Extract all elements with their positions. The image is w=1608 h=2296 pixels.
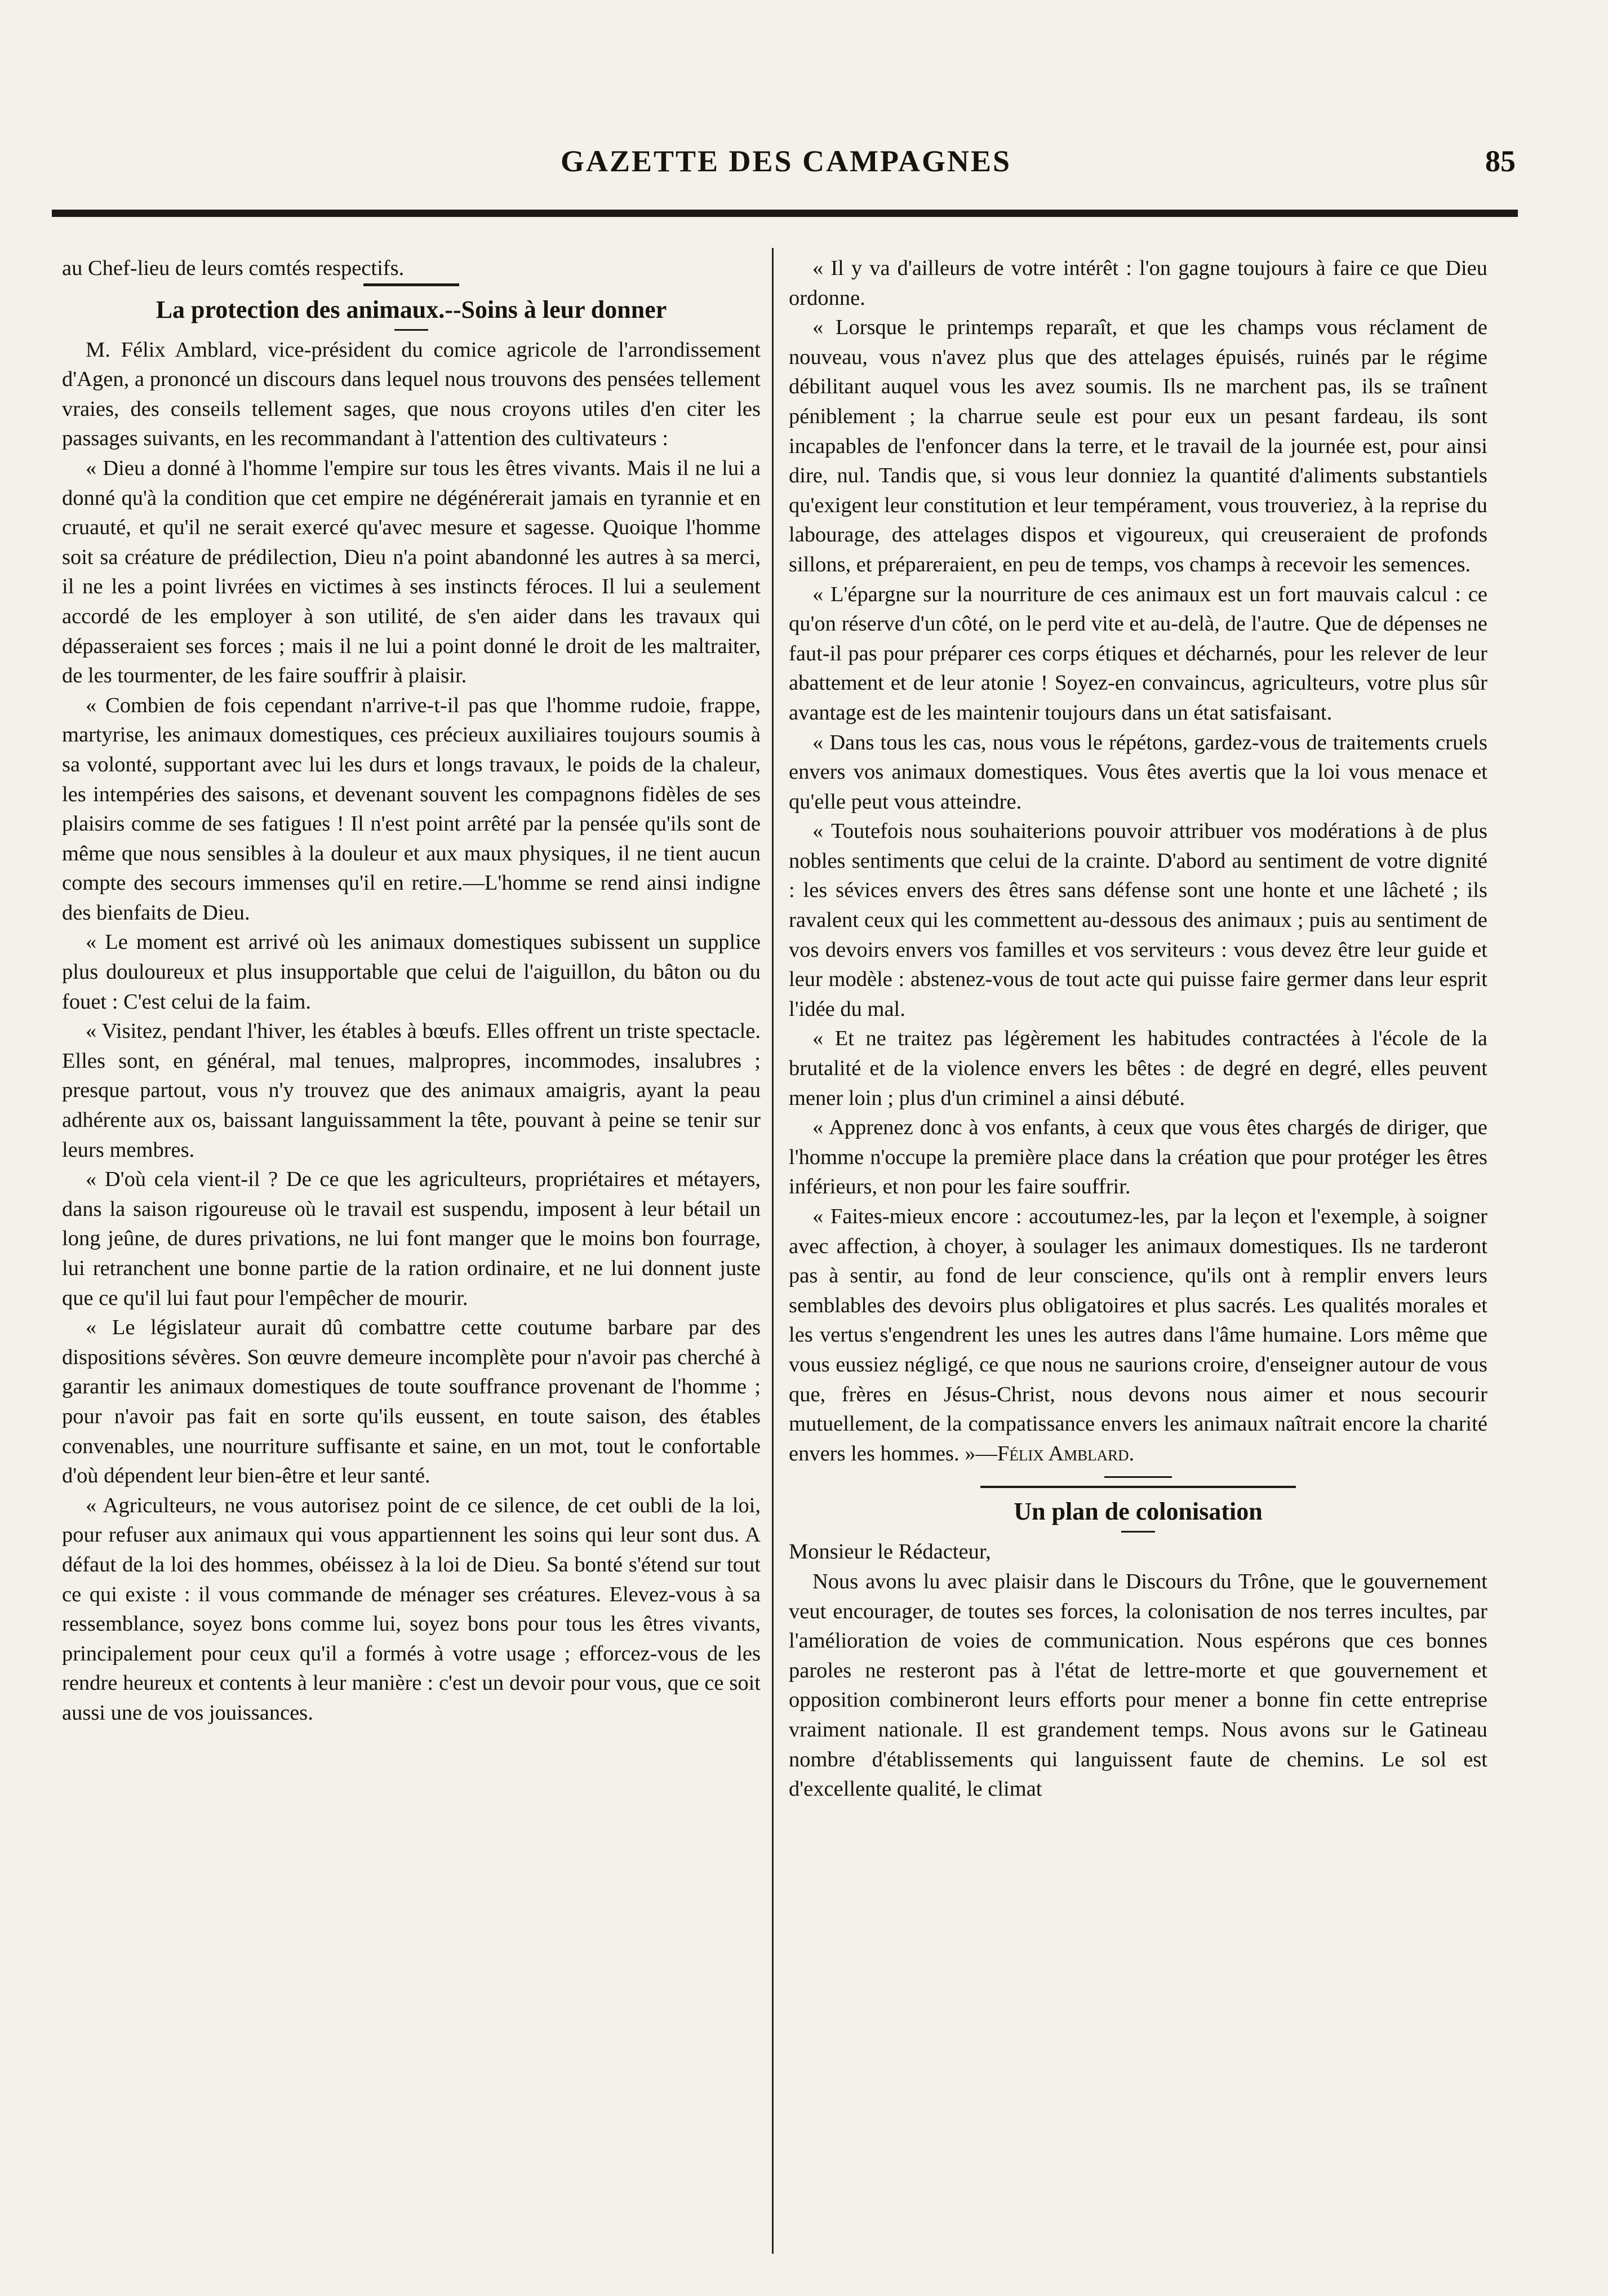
page-header <box>56 144 1516 189</box>
paragraph: « Agriculteurs, ne vous autorisez point de ce silence, de cet oubli de la loi, pour refuser aux animaux qui vous appartiennent les soins qui leur sont dus. A défaut de la loi des hommes, obéissez à la loi de Dieu. Sa bonté s'étend sur tout ce qui existe : il vous commande de ménager ses créatures. Elevez-vous à sa ressemblance, soyez bons comme lui, soyez bons pour tous les êtres vivants, principalement pour ceux qu'il a formés à votre usage ; efforcez-vous de les rendre heureux et contents à leur manière : c'est un devoir pour vous, que ce soit aussi une de vos jouissances. <box>62 1493 761 1725</box>
paragraph-with-signature <box>789 1202 1487 1468</box>
title-dash <box>1121 1531 1155 1533</box>
section-rule <box>980 1486 1296 1488</box>
section-title-colonisation: Un plan de colonisation <box>1014 1498 1263 1526</box>
page-number: 85 <box>1485 144 1516 178</box>
column-divider <box>772 248 774 2254</box>
paragraph: « Visitez, pendant l'hiver, les étables à bœufs. Elles offrent un triste spectacle. Elles sont, en général, mal tenues, malpropres, incommodes, insalubres ; presque partout, vous n'y trouvez que des animaux amaigris, ayant la peau adhérente aux os, baissant languissamment la tête, pouvant à peine se tenir sur leurs membres. <box>62 1019 761 1162</box>
paragraph: « Dans tous les cas, nous vous le répétons, gardez-vous de traitements cruels envers vos animaux domestiques. Vous êtes avertis que la loi vous menace et qu'elle peut vous atteindre. <box>789 730 1487 814</box>
paragraph: « Combien de fois cependant n'arrive-t-il pas que l'homme rudoie, frappe, martyrise, les animaux domestiques, ces précieux auxiliaires toujours soumis à sa volonté, supportant avec lui les durs et longs travaux, le poids de la chaleur, les intempéries des saisons, et devenant souvent les compagnons fidèles de ses plaisirs comme de ses fatigues ! Il n'est point arrêté par la pensée qu'ils sont de même que nous sensibles à la douleur et aux maux physiques, il ne tient aucun compte des secours immenses qu'il en retire.—L'homme se rend ainsi indigne des bienfaits de Dieu. <box>62 693 761 925</box>
author-signature: Félix Amblard. <box>997 1441 1135 1465</box>
paragraph-text: « Faites-mieux encore : accoutumez-les, par la leçon et l'exemple, à soigner avec affection, à choyer, à soulager les animaux domestiques. Ils ne tarderont pas à sentir, au fond de leur conscience, qu'ils ont à remplir envers leurs semblables des devoirs plus obligatoires et plus sacrés. Les qualités morales et les vertus s'engendrent les unes les autres dans l'âme humaine. Lors même que vous eussiez négligé, ce que nous ne saurions croire, d'enseigner autour de vous que, frères en Jésus-Christ, nous devons nous aimer et nous secourir mutuellement, de la compatissance envers les animaux naîtrait encore la charité envers les hommes. »— <box>789 1205 1487 1465</box>
paragraph: « Il y va d'ailleurs de votre intérêt : l'on gagne toujours à faire ce que Dieu ordonne. <box>789 256 1487 310</box>
section-title-animal-protection: La protection des animaux.--Soins à leur donner <box>156 295 667 323</box>
paragraph: « Toutefois nous souhaiterions pouvoir attribuer vos modérations à de plus nobles sentiments que celui de la crainte. D'abord au sentiment de votre dignité : les sévices envers des êtres sans défense sont une honte et une lâcheté ; ils ravalent ceux qui les commettent au-dessous des animaux ; puis au sentiment de vos devoirs envers vos familles et vos serviteurs : vous devez être leur guide et leur modèle : abstenez-vous de tout acte qui puisse faire germer dans leur esprit l'idée du mal. <box>789 819 1487 1021</box>
separator-rule <box>1104 1476 1172 1478</box>
right-column <box>789 254 1487 2254</box>
paragraph: « Le moment est arrivé où les animaux domestiques subissent un supplice plus douloureux et plus insupportable que celui de l'aiguillon, du bâton ou du fouet : C'est celui de la faim. <box>62 930 761 1014</box>
paragraph: « Dieu a donné à l'homme l'empire sur tous les êtres vivants. Mais il ne lui a donné qu'à la condition que cet empire ne dégénérerait jamais en tyrannie et en cruauté, et qu'il ne serait exercé qu'avec mesure et sagesse. Quoique l'homme soit sa créature de prédilection, Dieu n'a point abandonné les autres à sa merci, il ne les a point livrées en victimes à ses instincts féroces. Il lui a seulement accordé de les employer à son utilité, de s'en aider dans les travaux qui dépasseraient ses forces ; mais il ne lui a point donné le droit de les maltraiter, de les tourmenter, de les faire souffrir à plaisir. <box>62 456 761 688</box>
paragraph: « L'épargne sur la nourriture de ces animaux est un fort mauvais calcul : ce qu'on réserve d'un côté, on le perd vite et au-delà, de l'autre. Que de dépenses ne faut-il pas pour préparer ces corps étiques et décharnés, pour les relever de leur abattement et de leur atonie ! Soyez-en convaincus, agriculteurs, votre plus sûr avantage est de les maintenir toujours dans un état satisfaisant. <box>789 582 1487 725</box>
paragraph: Nous avons lu avec plaisir dans le Discours du Trône, que le gouvernement veut encourager, de toutes ses forces, la colonisation de nos terres incultes, par l'amélioration de voies de communication. Nous espérons que ces bonnes paroles ne resteront pas à l'état de lettre-morte et que gouvernement et opposition combineront leurs efforts pour mener a bonne fin cette entreprise vraiment nationale. Il est grandement temps. Nous avons sur le Gatineau nombre d'établissements qui languissent faute de chemins. Le sol est d'excellente qualité, le climat <box>789 1569 1487 1801</box>
paragraph: « D'où cela vient-il ? De ce que les agriculteurs, propriétaires et métayers, dans la saison rigoureuse où le travail est suspendu, imposent à leur bétail un long jeûne, de dures privations, ne lui font manger que le moins bon fourrage, lui retranchent une bonne partie de la ration ordinaire, et ne lui donnent juste que ce qu'il lui faut pour l'empêcher de mourir. <box>62 1167 761 1310</box>
paragraph: « Lorsque le printemps reparaît, et que les champs vous réclament de nouveau, vous n'avez plus que des attelages épuisés, ruinés par le régime débilitant auquel vous les avez soumis. Ils ne marchent pas, ils se traînent péniblement ; la charrue seule est pour eux un pesant fardeau, ils sont incapables de l'enfoncer dans la terre, et le travail de la journée est, pour ainsi dire, nul. Tandis que, si vous leur donniez la quantité d'aliments substantiels qu'exigent leur constitution et leur tempérament, vous trouveriez, à la reprise du labourage, des attelages dispos et vigoureux, qui creuseraient de profonds sillons, et prépareraient, en peu de temps, vos champs à recevoir les semences. <box>789 316 1487 576</box>
section-rule <box>363 283 459 286</box>
left-column <box>62 254 761 2254</box>
paragraph: « Apprenez donc à vos enfants, à ceux que vous êtes chargés de diriger, que l'homme n'occupe la première place dans la création que pour protéger les êtres inférieurs, et non pour les faire souffrir. <box>789 1116 1487 1199</box>
header-rule <box>52 210 1518 217</box>
intro-line: au Chef-lieu de leurs comtés respectifs. <box>62 256 405 280</box>
title-dash <box>394 329 428 331</box>
paragraph: « Le législateur aurait dû combattre cette coutume barbare par des dispositions sévères. Son œuvre demeure incomplète pour n'avoir pas cherché à garantir les animaux domestiques de toute souffrance provenant de l'homme ; pour n'avoir pas fait en sorte qu'ils eussent, en toute saison, des étables convenables, une nourriture suffisante et saine, en un mot, tout le confortable d'où dépendent leur bien-être et leur santé. <box>62 1316 761 1488</box>
paragraph: M. Félix Amblard, vice-président du comice agricole de l'arrondissement d'Agen, a prononcé un discours dans lequel nous trouvons des pensées tellement vraies, des conseils tellement sages, que nous croyons utiles d'en citer les passages suivants, en les recommandant à l'attention des cultivateurs : <box>62 337 761 451</box>
paragraph: « Et ne traitez pas légèrement les habitudes contractées à l'école de la brutalité et de la violence envers les bêtes : de degré en degré, elles peuvent mener loin ; plus d'un criminel a ainsi débuté. <box>789 1027 1487 1110</box>
salutation: Monsieur le Rédacteur, <box>789 1540 991 1564</box>
newspaper-title: GAZETTE DES CAMPAGNES <box>560 144 1012 178</box>
